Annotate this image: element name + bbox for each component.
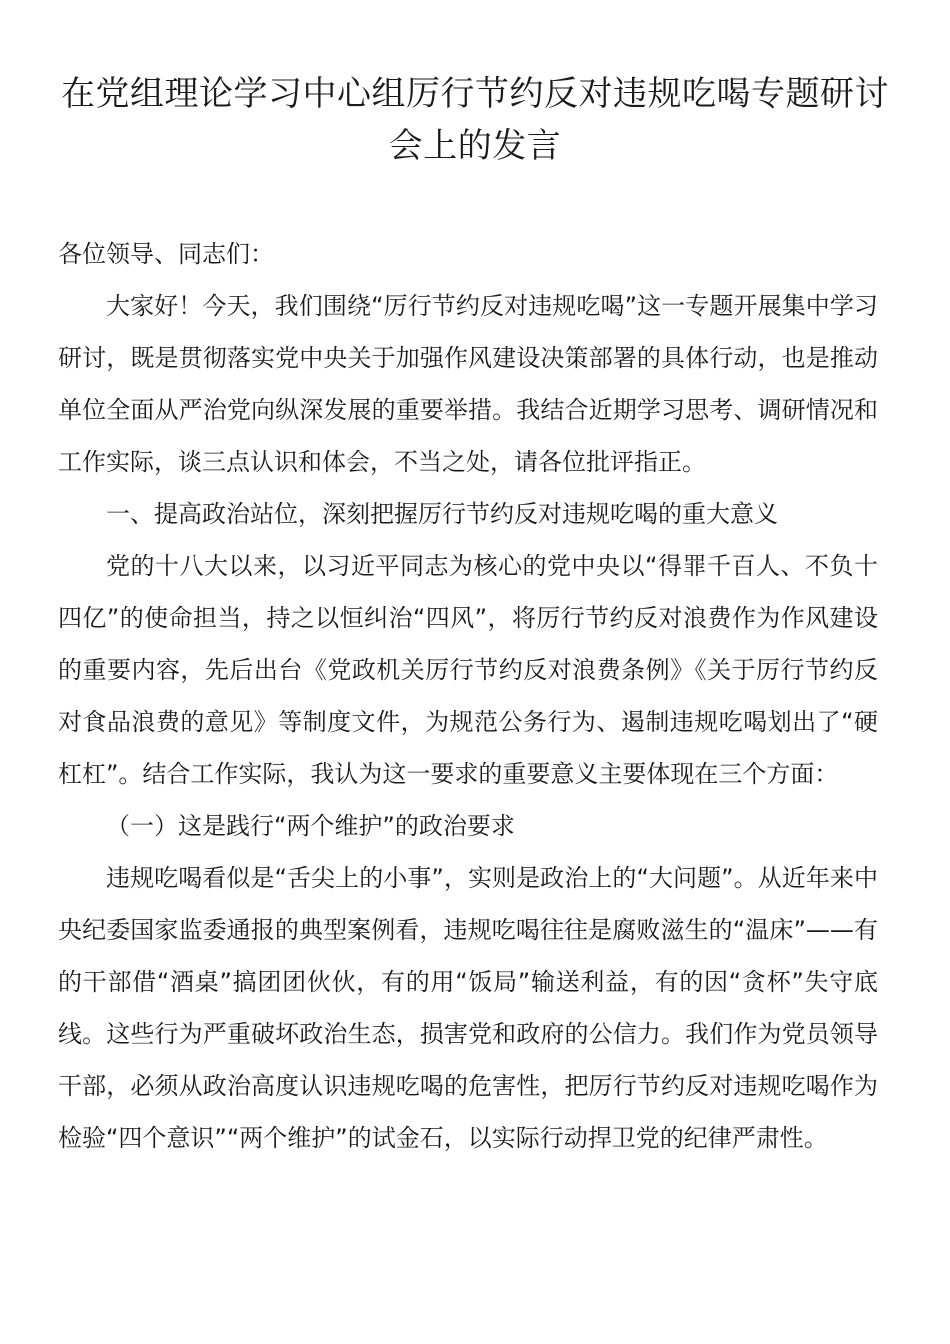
salutation: 各位领导、同志们： (58, 240, 274, 268)
paragraph-political-requirement: 违规吃喝看似是“舌尖上的小事”，实则是政治上的“大问题”。从近年来中央纪委国家监委通报的典型案例看，违规吃喝往往是腐败滋生的“温床”——有的干部借“酒桌”搞团团伙伙，有的用“饭局”输送利益，有的因“贪杯”失守底线。这些行为严重破坏政治生态，损害党和政府的公信力。我们作为党员领导干部，必须从政治高度认识违规吃喝的危害性，把厉行节约反对违规吃喝作为检验“四个意识”“两个维护”的试金石，以实际行动捍卫党的纪律严肃性。 (58, 864, 878, 1152)
document-body (58, 228, 878, 1164)
section-heading-1: 一、提高政治站位，深刻把握厉行节约反对违规吃喝的重大意义 (106, 500, 778, 528)
paragraph-background: 党的十八大以来，以习近平同志为核心的党中央以“得罪千百人、不负十四亿”的使命担当，持之以恒纠治“四风”，将厉行节约反对浪费作为作风建设的重要内容，先后出台《党政机关厉行节约反对浪费条例》《关于厉行节约反对食品浪费的意见》等制度文件，为规范公务行为、遏制违规吃喝划出了“硬杠杠”。结合工作实际，我认为这一要求的重要意义主要体现在三个方面： (58, 552, 878, 788)
paragraph-opening: 大家好！今天，我们围绕“厉行节约反对违规吃喝”这一专题开展集中学习研讨，既是贯彻落实党中央关于加强作风建设决策部署的具体行动，也是推动单位全面从严治党向纵深发展的重要举措。我结合近期学习思考、调研情况和工作实际，谈三点认识和体会，不当之处，请各位批评指正。 (58, 292, 878, 476)
subsection-heading-1: （一）这是践行“两个维护”的政治要求 (106, 812, 515, 840)
document-title: 在党组理论学习中心组厉行节约反对违规吃喝专题研讨会上的发言 (61, 74, 889, 166)
